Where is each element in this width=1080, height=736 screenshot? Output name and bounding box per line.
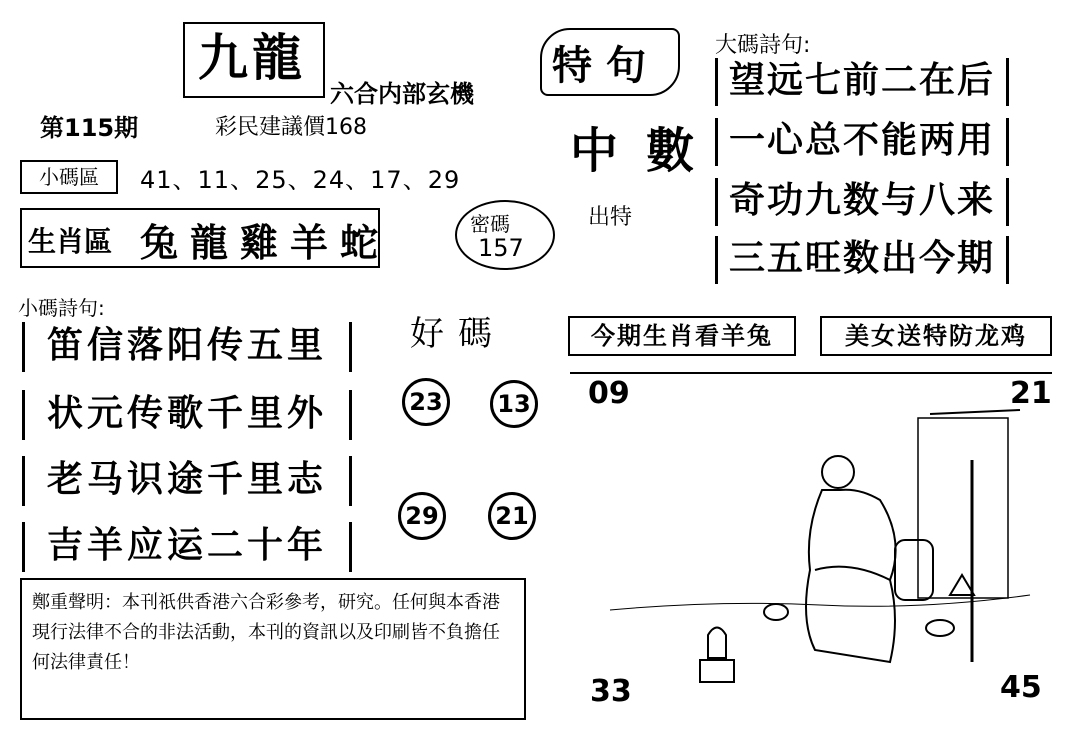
secret-code-number: 157 bbox=[478, 234, 524, 262]
middle-number-label: 中數 bbox=[570, 123, 723, 179]
small-poem-line: 状元传歌千里外 bbox=[22, 390, 352, 440]
corner-number-top-right: 21 bbox=[1010, 376, 1052, 411]
good-codes-label: 好碼 bbox=[410, 314, 506, 354]
issue-number: 第115期 bbox=[40, 114, 139, 142]
big-poem-line: 三五旺数出今期 bbox=[715, 236, 1009, 284]
page-title: 九龍 bbox=[198, 29, 306, 87]
hint-box: 美女送特防龙鸡 bbox=[820, 316, 1052, 356]
good-code-ball: 21 bbox=[488, 492, 536, 540]
divider bbox=[570, 372, 1052, 374]
big-poem-title: 大碼詩句: bbox=[715, 33, 811, 58]
big-poem-line: 一心总不能两用 bbox=[715, 118, 1009, 166]
small-zone-label: 小碼區 bbox=[20, 160, 118, 194]
corner-number-bottom-left: 33 bbox=[590, 674, 632, 709]
small-poem-line: 吉羊应运二十年 bbox=[22, 522, 352, 572]
good-code-ball: 13 bbox=[490, 380, 538, 428]
price-text: 彩民建議價168 bbox=[215, 115, 367, 140]
good-code-ball: 23 bbox=[402, 378, 450, 426]
hint-box: 今期生肖看羊兔 bbox=[568, 316, 796, 356]
disclaimer-text: 鄭重聲明：本刊祇供香港六合彩參考，研究。任何與本香港現行法律不合的非法活動，本刊的資訊以及印刷皆不負擔任何法律責任！ bbox=[20, 578, 526, 720]
zodiac-zone-values: 兔龍雞羊蛇 bbox=[140, 221, 391, 265]
big-poem-line: 奇功九数与八来 bbox=[715, 178, 1009, 226]
small-poem-line: 老马识途千里志 bbox=[22, 456, 352, 506]
illustration-figure bbox=[600, 400, 1040, 690]
zodiac-zone-label: 生肖區 bbox=[28, 225, 113, 258]
small-zone-numbers: 41、11、25、24、17、29 bbox=[140, 166, 461, 194]
big-poem-line: 望远七前二在后 bbox=[715, 58, 1009, 106]
secret-code-label: 密碼 bbox=[470, 212, 510, 236]
good-code-ball: 29 bbox=[398, 492, 446, 540]
small-poem-line: 笛信落阳传五里 bbox=[22, 322, 352, 372]
page-subtitle: 六合内部玄機 bbox=[330, 80, 474, 108]
small-poem-title: 小碼詩句: bbox=[18, 296, 105, 320]
corner-number-bottom-right: 45 bbox=[1000, 670, 1042, 705]
corner-number-top-left: 09 bbox=[588, 376, 630, 411]
out-special-label: 出特 bbox=[588, 205, 633, 230]
special-banner-label: 特句 bbox=[552, 43, 660, 89]
